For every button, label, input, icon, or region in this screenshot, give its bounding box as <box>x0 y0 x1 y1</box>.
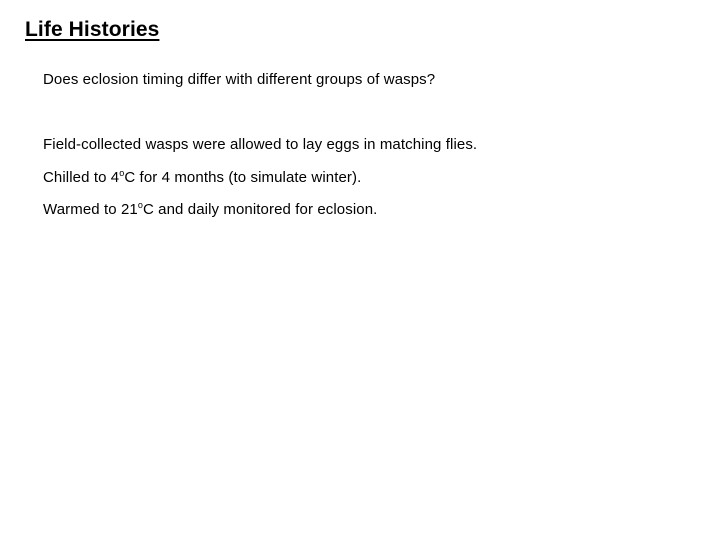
degree-symbol: o <box>119 168 125 178</box>
chilling-text-before: Chilled to 4 <box>43 169 120 186</box>
slide-title: Life Histories <box>25 18 160 41</box>
warming-text-after: C and daily monitored for eclosion. <box>142 201 378 218</box>
method-line-collection: Field-collected wasps were allowed to lay eggs in matching flies. <box>43 136 478 153</box>
degree-symbol: o <box>137 200 143 210</box>
chilling-text-after: C for 4 months (to simulate winter). <box>124 169 362 186</box>
research-question: Does eclosion timing differ with different groups of wasps? <box>43 71 436 88</box>
method-line-chilling <box>43 169 361 186</box>
warming-text-before: Warmed to 21 <box>43 201 138 218</box>
method-line-warming <box>43 201 377 218</box>
